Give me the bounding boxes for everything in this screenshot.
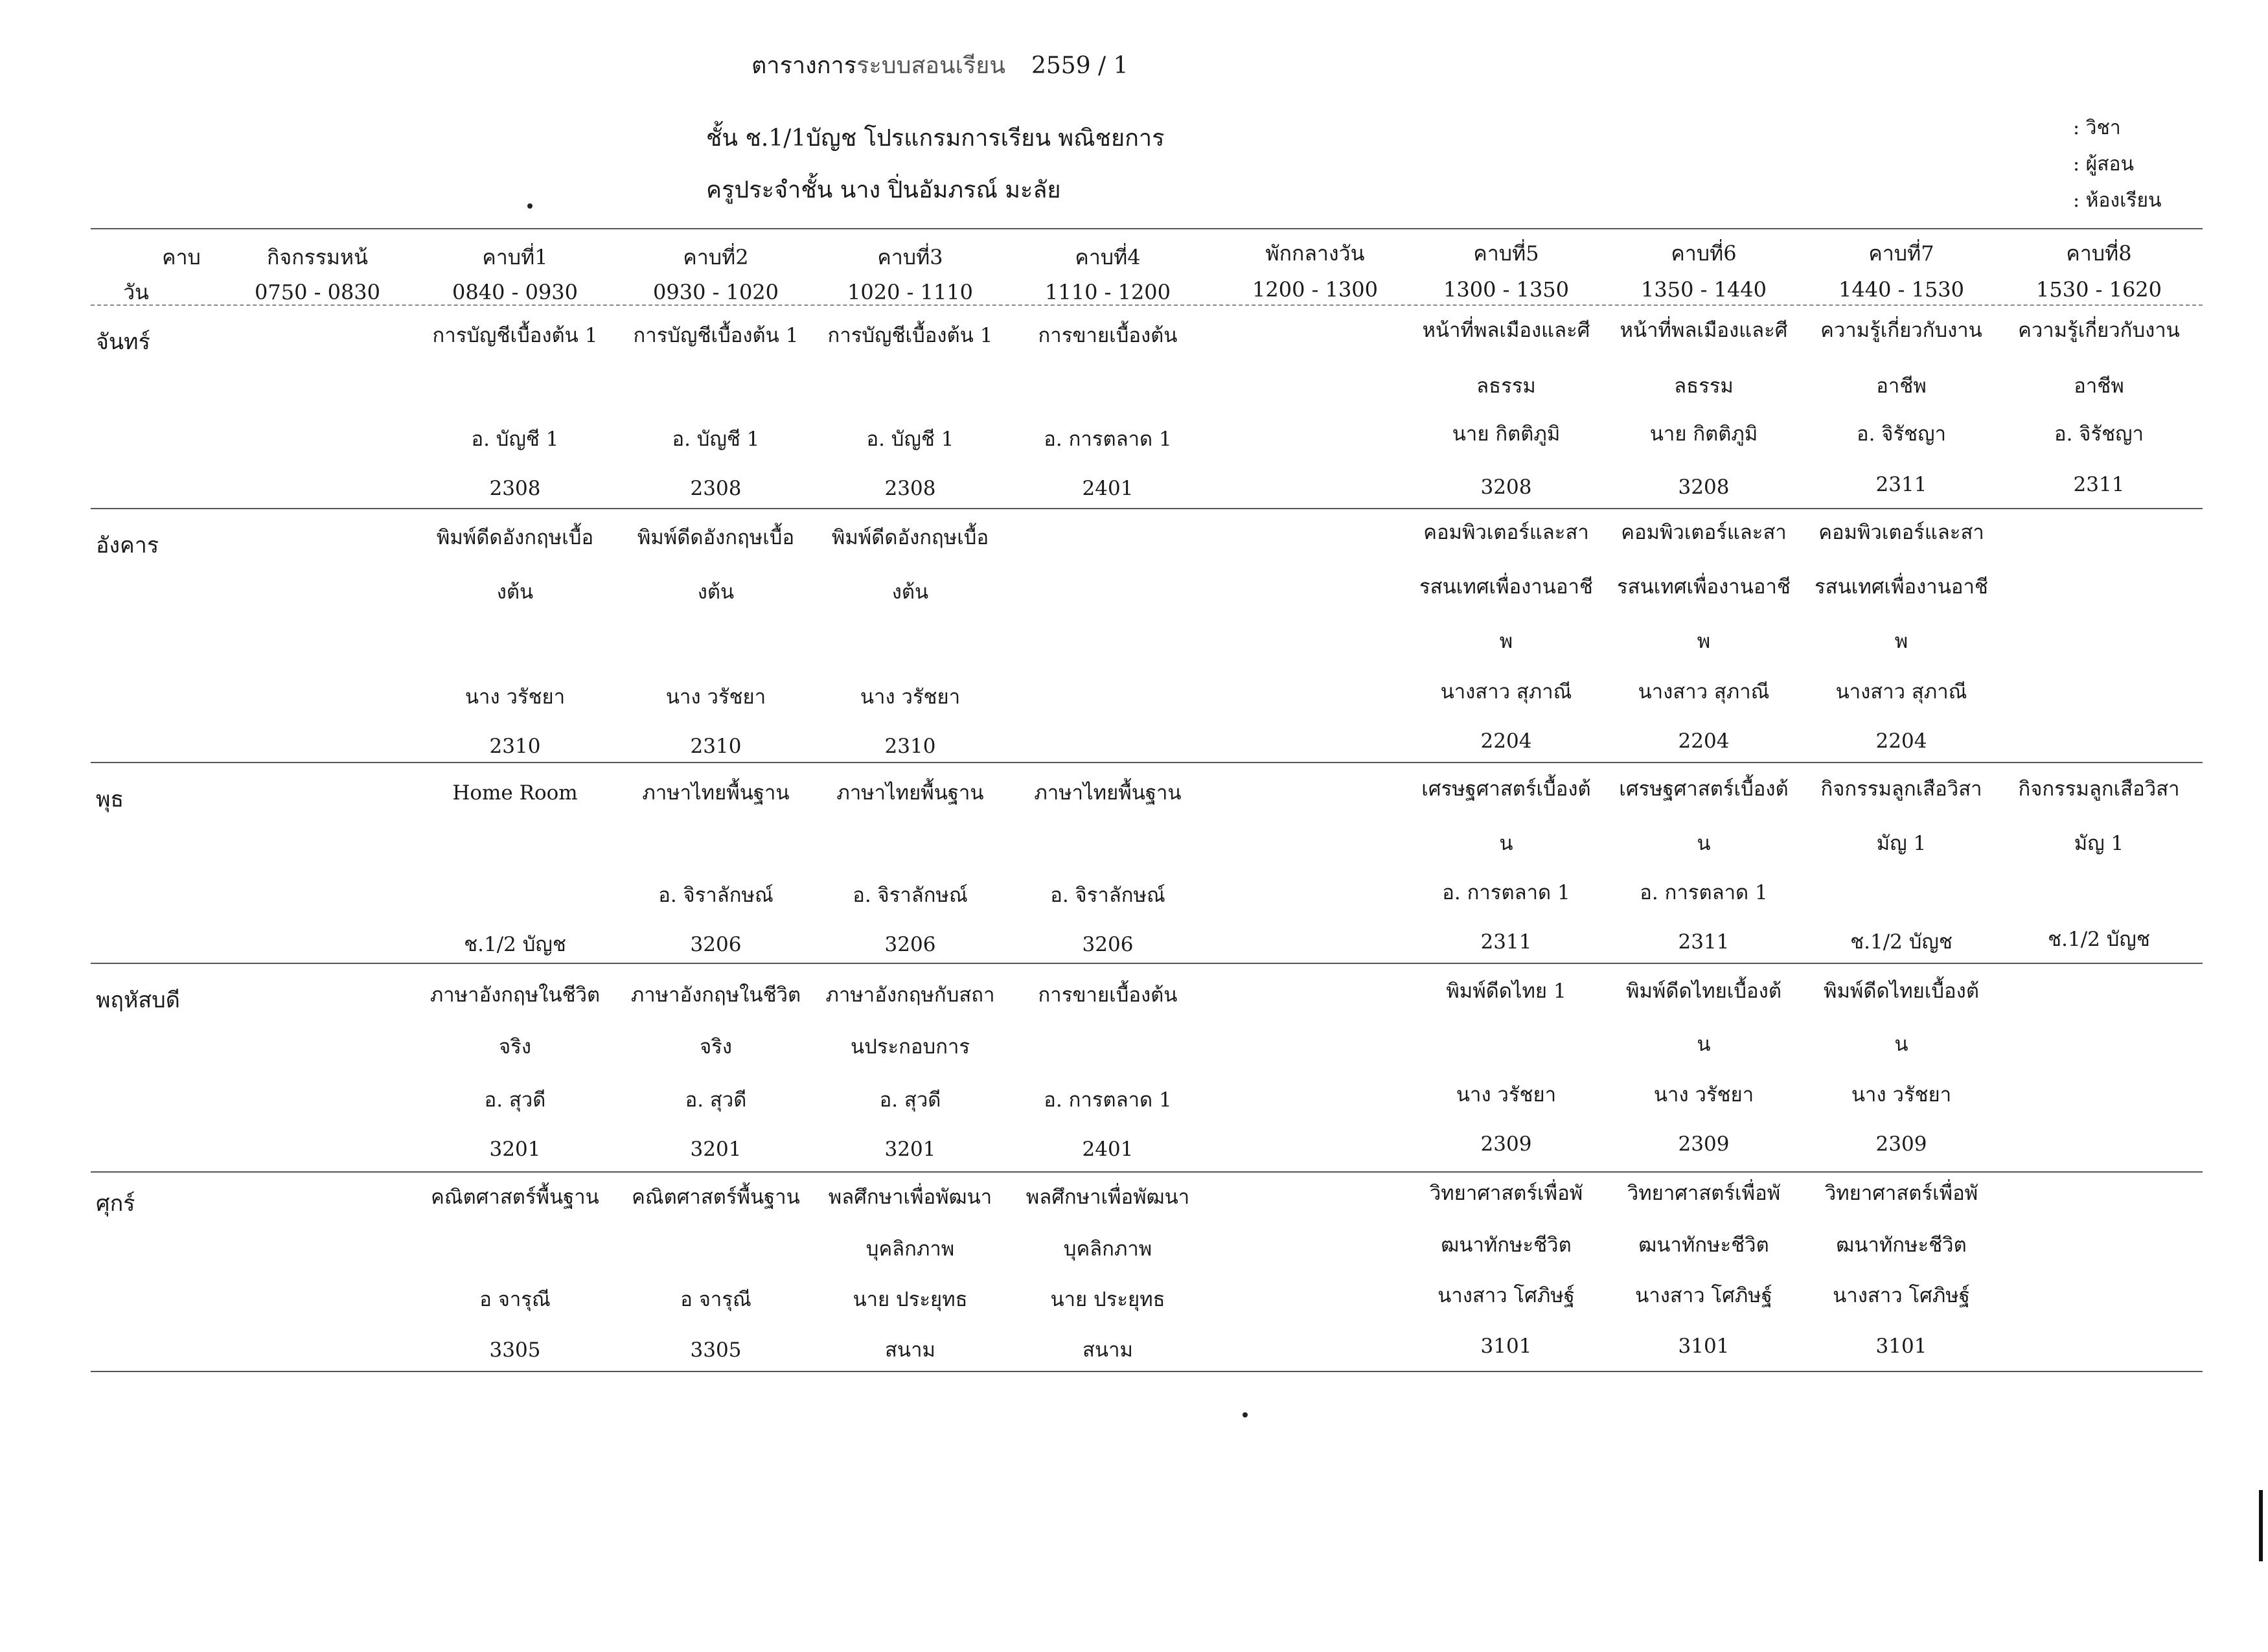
cell-wed-p7-subject-cont: มัญ 1: [1876, 832, 1927, 855]
cell-fri-p4-subject: พลศึกษาเพื่อพัฒนา: [1025, 1186, 1190, 1209]
cell-mon-p6-teacher: นาย กิตติภูมิ: [1649, 422, 1758, 446]
legend-teacher: : ผู้สอน: [2073, 153, 2135, 176]
cell-thu-p3-room: 3201: [884, 1138, 936, 1161]
cell-wed-p1-room: ช.1/2 บัญช: [464, 933, 566, 956]
col-activity-time: 0750 - 0830: [254, 280, 381, 304]
cell-tue-p6-subject-cont: รสนเทศเพื่องานอาชี: [1617, 575, 1791, 599]
cell-wed-p6-subject-cont: น: [1697, 832, 1711, 855]
cell-thu-p3-subject: ภาษาอังกฤษกับสถา: [825, 983, 995, 1007]
cell-mon-p7-subject: ความรู้เกี่ยวกับงาน: [1820, 319, 1982, 342]
cell-fri-p1-teacher: อ จารุณี: [479, 1288, 551, 1311]
cell-mon-p1-subject: การบัญชีเบื้องต้น 1: [432, 324, 598, 347]
col-p7-name: คาบที่7: [1868, 241, 1934, 266]
cell-wed-p6-room: 2311: [1678, 930, 1730, 954]
row-divider-tue: [91, 762, 2203, 763]
cell-tue-p5-subject: คอมพิวเตอร์และสา: [1423, 521, 1589, 544]
row-divider-mon: [91, 508, 2203, 509]
cell-fri-p5-subject-cont: ฒนาทักษะชีวิต: [1441, 1233, 1572, 1257]
cell-fri-p3-subject: พลศึกษาเพื่อพัฒนา: [828, 1186, 992, 1209]
corner-period-label: คาบ: [162, 245, 201, 270]
legend: [2073, 110, 2162, 219]
cell-wed-p4-subject: ภาษาไทยพื้นฐาน: [1034, 781, 1182, 805]
cell-thu-p6-room: 2309: [1678, 1132, 1730, 1156]
col-p5-name: คาบที่5: [1473, 241, 1539, 266]
cell-mon-p1-teacher: อ. บัญชี 1: [471, 428, 559, 451]
cell-thu-p4-room: 2401: [1082, 1138, 1134, 1161]
cell-mon-p3-room: 2308: [884, 477, 936, 500]
cell-thu-p1-room: 3201: [489, 1138, 541, 1161]
cell-tue-p1-subject-cont: งต้น: [496, 580, 534, 604]
cell-tue-p3-subject: พิมพ์ดีดอังกฤษเบื้อ: [831, 526, 989, 549]
cell-mon-p7-teacher: อ. จิรัชญา: [1856, 422, 1946, 446]
col-p1-name: คาบที่1: [482, 245, 548, 270]
col-p2-time: 0930 - 1020: [652, 280, 779, 304]
cell-mon-p4-subject: การขายเบื้องต้น: [1038, 324, 1178, 347]
cell-wed-p8-subject: กิจกรรมลูกเสือวิสา: [2018, 777, 2180, 801]
col-lunch-name: พักกลางวัน: [1265, 241, 1365, 266]
cell-thu-p4-teacher: อ. การตลาด 1: [1044, 1088, 1172, 1112]
cell-tue-p7-subject-cont2: พ: [1894, 630, 1908, 653]
cell-mon-p5-subject: หน้าที่พลเมืองและศี: [1422, 319, 1590, 342]
col-activity-name: กิจกรรมหน้: [267, 245, 368, 270]
cell-mon-p2-teacher: อ. บัญชี 1: [672, 428, 760, 451]
cell-fri-p4-subject-cont: บุคลิกภาพ: [1063, 1237, 1152, 1261]
col-p6-name: คาบที่6: [1671, 241, 1737, 266]
cell-tue-p7-room: 2204: [1875, 729, 1927, 753]
cell-mon-p8-subject-cont: อาชีพ: [2074, 374, 2124, 398]
col-p6-time: 1350 - 1440: [1640, 277, 1767, 302]
cell-tue-p6-teacher: นางสาว สุภาณี: [1638, 680, 1770, 704]
cell-tue-p5-teacher: นางสาว สุภาณี: [1440, 680, 1572, 704]
cell-fri-p6-subject-cont: ฒนาทักษะชีวิต: [1638, 1233, 1769, 1257]
cell-fri-p5-room: 3101: [1480, 1335, 1532, 1358]
cell-fri-p2-teacher: อ จารุณี: [680, 1288, 751, 1311]
cell-thu-p7-teacher: นาง วรัชยา: [1851, 1083, 1952, 1107]
col-p4-time: 1110 - 1200: [1044, 280, 1171, 304]
cell-wed-p2-subject: ภาษาไทยพื้นฐาน: [642, 781, 790, 805]
cell-thu-p2-subject: ภาษาอังกฤษในชีวิต: [630, 983, 801, 1007]
cell-fri-p6-teacher: นางสาว โศภิษฐ์: [1635, 1284, 1772, 1307]
cell-mon-p3-subject: การบัญชีเบื้องต้น 1: [827, 324, 993, 347]
cell-tue-p2-room: 2310: [690, 735, 742, 758]
teacher-line: ครูประจำชั้น นาง ปิ่นอัมภรณ์ มะลัย: [706, 177, 1061, 203]
col-p3-name: คาบที่3: [877, 245, 943, 270]
cell-mon-p3-teacher: อ. บัญชี 1: [866, 428, 954, 451]
cell-thu-p5-teacher: นาง วรัชยา: [1456, 1083, 1557, 1107]
cell-wed-p7-room: ช.1/2 บัญช: [1850, 930, 1953, 954]
cell-fri-p4-room: สนาม: [1082, 1338, 1133, 1362]
cell-tue-p5-subject-cont: รสนเทศเพื่องานอาชี: [1419, 575, 1593, 599]
cell-mon-p5-room: 3208: [1480, 476, 1532, 499]
col-p4-name: คาบที่4: [1075, 245, 1141, 270]
cell-wed-p5-subject-cont: น: [1499, 832, 1513, 855]
cell-wed-p5-room: 2311: [1480, 930, 1532, 954]
cell-tue-p2-subject: พิมพ์ดีดอังกฤษเบื้อ: [637, 526, 795, 549]
title-prefix: ตารางการ: [751, 52, 857, 79]
col-p2-name: คาบที่2: [683, 245, 749, 270]
cell-mon-p8-subject: ความรู้เกี่ยวกับงาน: [2018, 319, 2180, 342]
cell-thu-p6-teacher: นาง วรัชยา: [1653, 1083, 1754, 1107]
cell-thu-p5-subject: พิมพ์ดีดไทย 1: [1446, 980, 1566, 1003]
row-divider-wed: [91, 963, 2203, 964]
scan-dot: [527, 203, 533, 209]
day-label-tue: อังคาร: [96, 533, 159, 558]
cell-mon-p2-room: 2308: [690, 477, 742, 500]
table-top-line: [91, 228, 2203, 229]
cell-thu-p2-subject-cont: จริง: [700, 1035, 732, 1059]
cell-thu-p6-subject-cont: น: [1697, 1033, 1711, 1056]
title-obscured: ระบบสอนเรียน: [856, 52, 1005, 79]
cell-mon-p6-subject: หน้าที่พลเมืองและศี: [1620, 319, 1788, 342]
cell-tue-p3-subject-cont: งต้น: [891, 580, 929, 604]
cell-wed-p7-subject: กิจกรรมลูกเสือวิสา: [1820, 777, 1982, 801]
cell-wed-p3-subject: ภาษาไทยพื้นฐาน: [836, 781, 984, 805]
header-bottom-line: [91, 304, 2203, 306]
cell-fri-p3-room: สนาม: [885, 1338, 935, 1362]
cell-fri-p6-subject: วิทยาศาสตร์เพื่อพั: [1627, 1182, 1781, 1205]
cell-fri-p1-subject: คณิตศาสตร์พื้นฐาน: [431, 1186, 599, 1209]
legend-room: : ห้องเรียน: [2073, 189, 2162, 212]
cell-tue-p1-subject: พิมพ์ดีดอังกฤษเบื้อ: [436, 526, 594, 549]
col-p8-name: คาบที่8: [2066, 241, 2132, 266]
cell-fri-p4-teacher: นาย ประยุทธ: [1050, 1288, 1165, 1311]
cell-tue-p7-teacher: นางสาว สุภาณี: [1835, 680, 1967, 704]
cell-thu-p1-subject: ภาษาอังกฤษในชีวิต: [430, 983, 601, 1007]
cell-thu-p3-teacher: อ. สุวดี: [879, 1088, 941, 1112]
cell-tue-p2-teacher: นาง วรัชยา: [665, 685, 766, 709]
col-p7-time: 1440 - 1530: [1838, 277, 1965, 302]
col-lunch-time: 1200 - 1300: [1252, 277, 1379, 302]
title-year: 2559 / 1: [1031, 52, 1128, 79]
cell-tue-p1-teacher: นาง วรัชยา: [464, 685, 566, 709]
cell-tue-p2-subject-cont: งต้น: [697, 580, 735, 604]
cell-tue-p3-room: 2310: [884, 735, 936, 758]
cell-tue-p6-room: 2204: [1678, 729, 1730, 753]
cell-thu-p1-teacher: อ. สุวดี: [484, 1088, 546, 1112]
cell-wed-p2-room: 3206: [690, 933, 742, 956]
cell-thu-p3-subject-cont: นประกอบการ: [850, 1035, 970, 1059]
cell-fri-p7-subject-cont: ฒนาทักษะชีวิต: [1836, 1233, 1967, 1257]
cell-wed-p2-teacher: อ. จิราลักษณ์: [658, 884, 773, 907]
cell-wed-p3-room: 3206: [884, 933, 936, 956]
cell-thu-p7-subject-cont: น: [1894, 1033, 1908, 1056]
cell-fri-p2-subject: คณิตศาสตร์พื้นฐาน: [632, 1186, 800, 1209]
cell-tue-p1-room: 2310: [489, 735, 541, 758]
cell-wed-p4-teacher: อ. จิราลักษณ์: [1050, 884, 1165, 907]
cell-mon-p5-teacher: นาย กิตติภูมิ: [1452, 422, 1561, 446]
legend-subject: : วิชา: [2073, 117, 2121, 139]
cell-mon-p4-teacher: อ. การตลาด 1: [1044, 428, 1172, 451]
cell-wed-p4-room: 3206: [1082, 933, 1134, 956]
cell-fri-p6-room: 3101: [1678, 1335, 1730, 1358]
cell-tue-p6-subject: คอมพิวเตอร์และสา: [1621, 521, 1787, 544]
cell-mon-p7-room: 2311: [1875, 473, 1927, 496]
scan-dot: [1243, 1412, 1248, 1417]
cell-fri-p5-teacher: นางสาว โศภิษฐ์: [1438, 1284, 1575, 1307]
cell-tue-p5-room: 2204: [1480, 729, 1532, 753]
cell-fri-p3-subject-cont: บุคลิกภาพ: [865, 1237, 955, 1261]
cell-thu-p7-room: 2309: [1875, 1132, 1927, 1156]
cell-fri-p7-room: 3101: [1875, 1335, 1927, 1358]
cell-thu-p6-subject: พิมพ์ดีดไทยเบื้องต้: [1626, 980, 1781, 1003]
cell-thu-p1-subject-cont: จริง: [499, 1035, 531, 1059]
col-p1-time: 0840 - 0930: [452, 280, 578, 304]
col-p8-time: 1530 - 1620: [2035, 277, 2162, 302]
cell-wed-p6-teacher: อ. การตลาด 1: [1640, 881, 1768, 904]
cell-thu-p4-subject: การขายเบื้องต้น: [1038, 983, 1178, 1007]
cell-thu-p5-room: 2309: [1480, 1132, 1532, 1156]
cell-mon-p8-room: 2311: [2073, 473, 2125, 496]
cell-mon-p6-room: 3208: [1678, 476, 1730, 499]
cell-wed-p8-subject-cont: มัญ 1: [2074, 832, 2124, 855]
cell-fri-p7-teacher: นางสาว โศภิษฐ์: [1833, 1284, 1970, 1307]
cell-thu-p2-room: 3201: [690, 1138, 742, 1161]
page-title: [751, 47, 1128, 84]
cell-fri-p3-teacher: นาย ประยุทธ: [853, 1288, 968, 1311]
cell-wed-p1-subject: Home Room: [452, 781, 578, 805]
cell-mon-p1-room: 2308: [489, 477, 541, 500]
cell-thu-p7-subject: พิมพ์ดีดไทยเบื้องต้: [1824, 980, 1979, 1003]
day-label-mon: จันทร์: [96, 329, 150, 355]
col-p5-time: 1300 - 1350: [1443, 277, 1570, 302]
corner-day-label: วัน: [123, 280, 149, 304]
cell-fri-p1-room: 3305: [489, 1338, 541, 1362]
class-line: ชั้น ช.1/1บัญช โปรแกรมการเรียน พณิชยการ: [706, 125, 1165, 152]
cell-wed-p5-subject: เศรษฐศาสตร์เบื้องต้: [1421, 777, 1591, 801]
cell-fri-p7-subject: วิทยาศาสตร์เพื่อพั: [1824, 1182, 1978, 1205]
cell-mon-p8-teacher: อ. จิรัชญา: [2054, 422, 2144, 446]
col-p3-time: 1020 - 1110: [847, 280, 974, 304]
cell-wed-p5-teacher: อ. การตลาด 1: [1442, 881, 1570, 904]
row-divider-fri: [91, 1371, 2203, 1372]
day-label-wed: พุธ: [96, 786, 124, 812]
cell-wed-p8-room: ช.1/2 บัญช: [2048, 928, 2150, 951]
cell-mon-p6-subject-cont: ลธรรม: [1674, 374, 1734, 398]
cell-tue-p5-subject-cont2: พ: [1499, 630, 1513, 653]
cell-wed-p6-subject: เศรษฐศาสตร์เบื้องต้: [1619, 777, 1789, 801]
cell-mon-p2-subject: การบัญชีเบื้องต้น 1: [633, 324, 799, 347]
day-label-thu: พฤหัสบดี: [96, 987, 180, 1013]
day-label-fri: ศุกร์: [96, 1191, 135, 1217]
cell-mon-p4-room: 2401: [1082, 477, 1134, 500]
cell-tue-p3-teacher: นาง วรัชยา: [860, 685, 961, 709]
cell-wed-p3-teacher: อ. จิราลักษณ์: [853, 884, 968, 907]
cell-fri-p5-subject: วิทยาศาสตร์เพื่อพั: [1429, 1182, 1583, 1205]
cell-tue-p7-subject: คอมพิวเตอร์และสา: [1818, 521, 1984, 544]
row-divider-thu: [91, 1171, 2203, 1173]
cell-mon-p5-subject-cont: ลธรรม: [1476, 374, 1536, 398]
cell-tue-p7-subject-cont: รสนเทศเพื่องานอาชี: [1815, 575, 1988, 599]
cell-fri-p2-room: 3305: [690, 1338, 742, 1362]
cell-tue-p6-subject-cont2: พ: [1697, 630, 1711, 653]
cell-mon-p7-subject-cont: อาชีพ: [1876, 374, 1927, 398]
cell-thu-p2-teacher: อ. สุวดี: [685, 1088, 747, 1112]
scan-edge-mark: [2259, 1490, 2263, 1561]
